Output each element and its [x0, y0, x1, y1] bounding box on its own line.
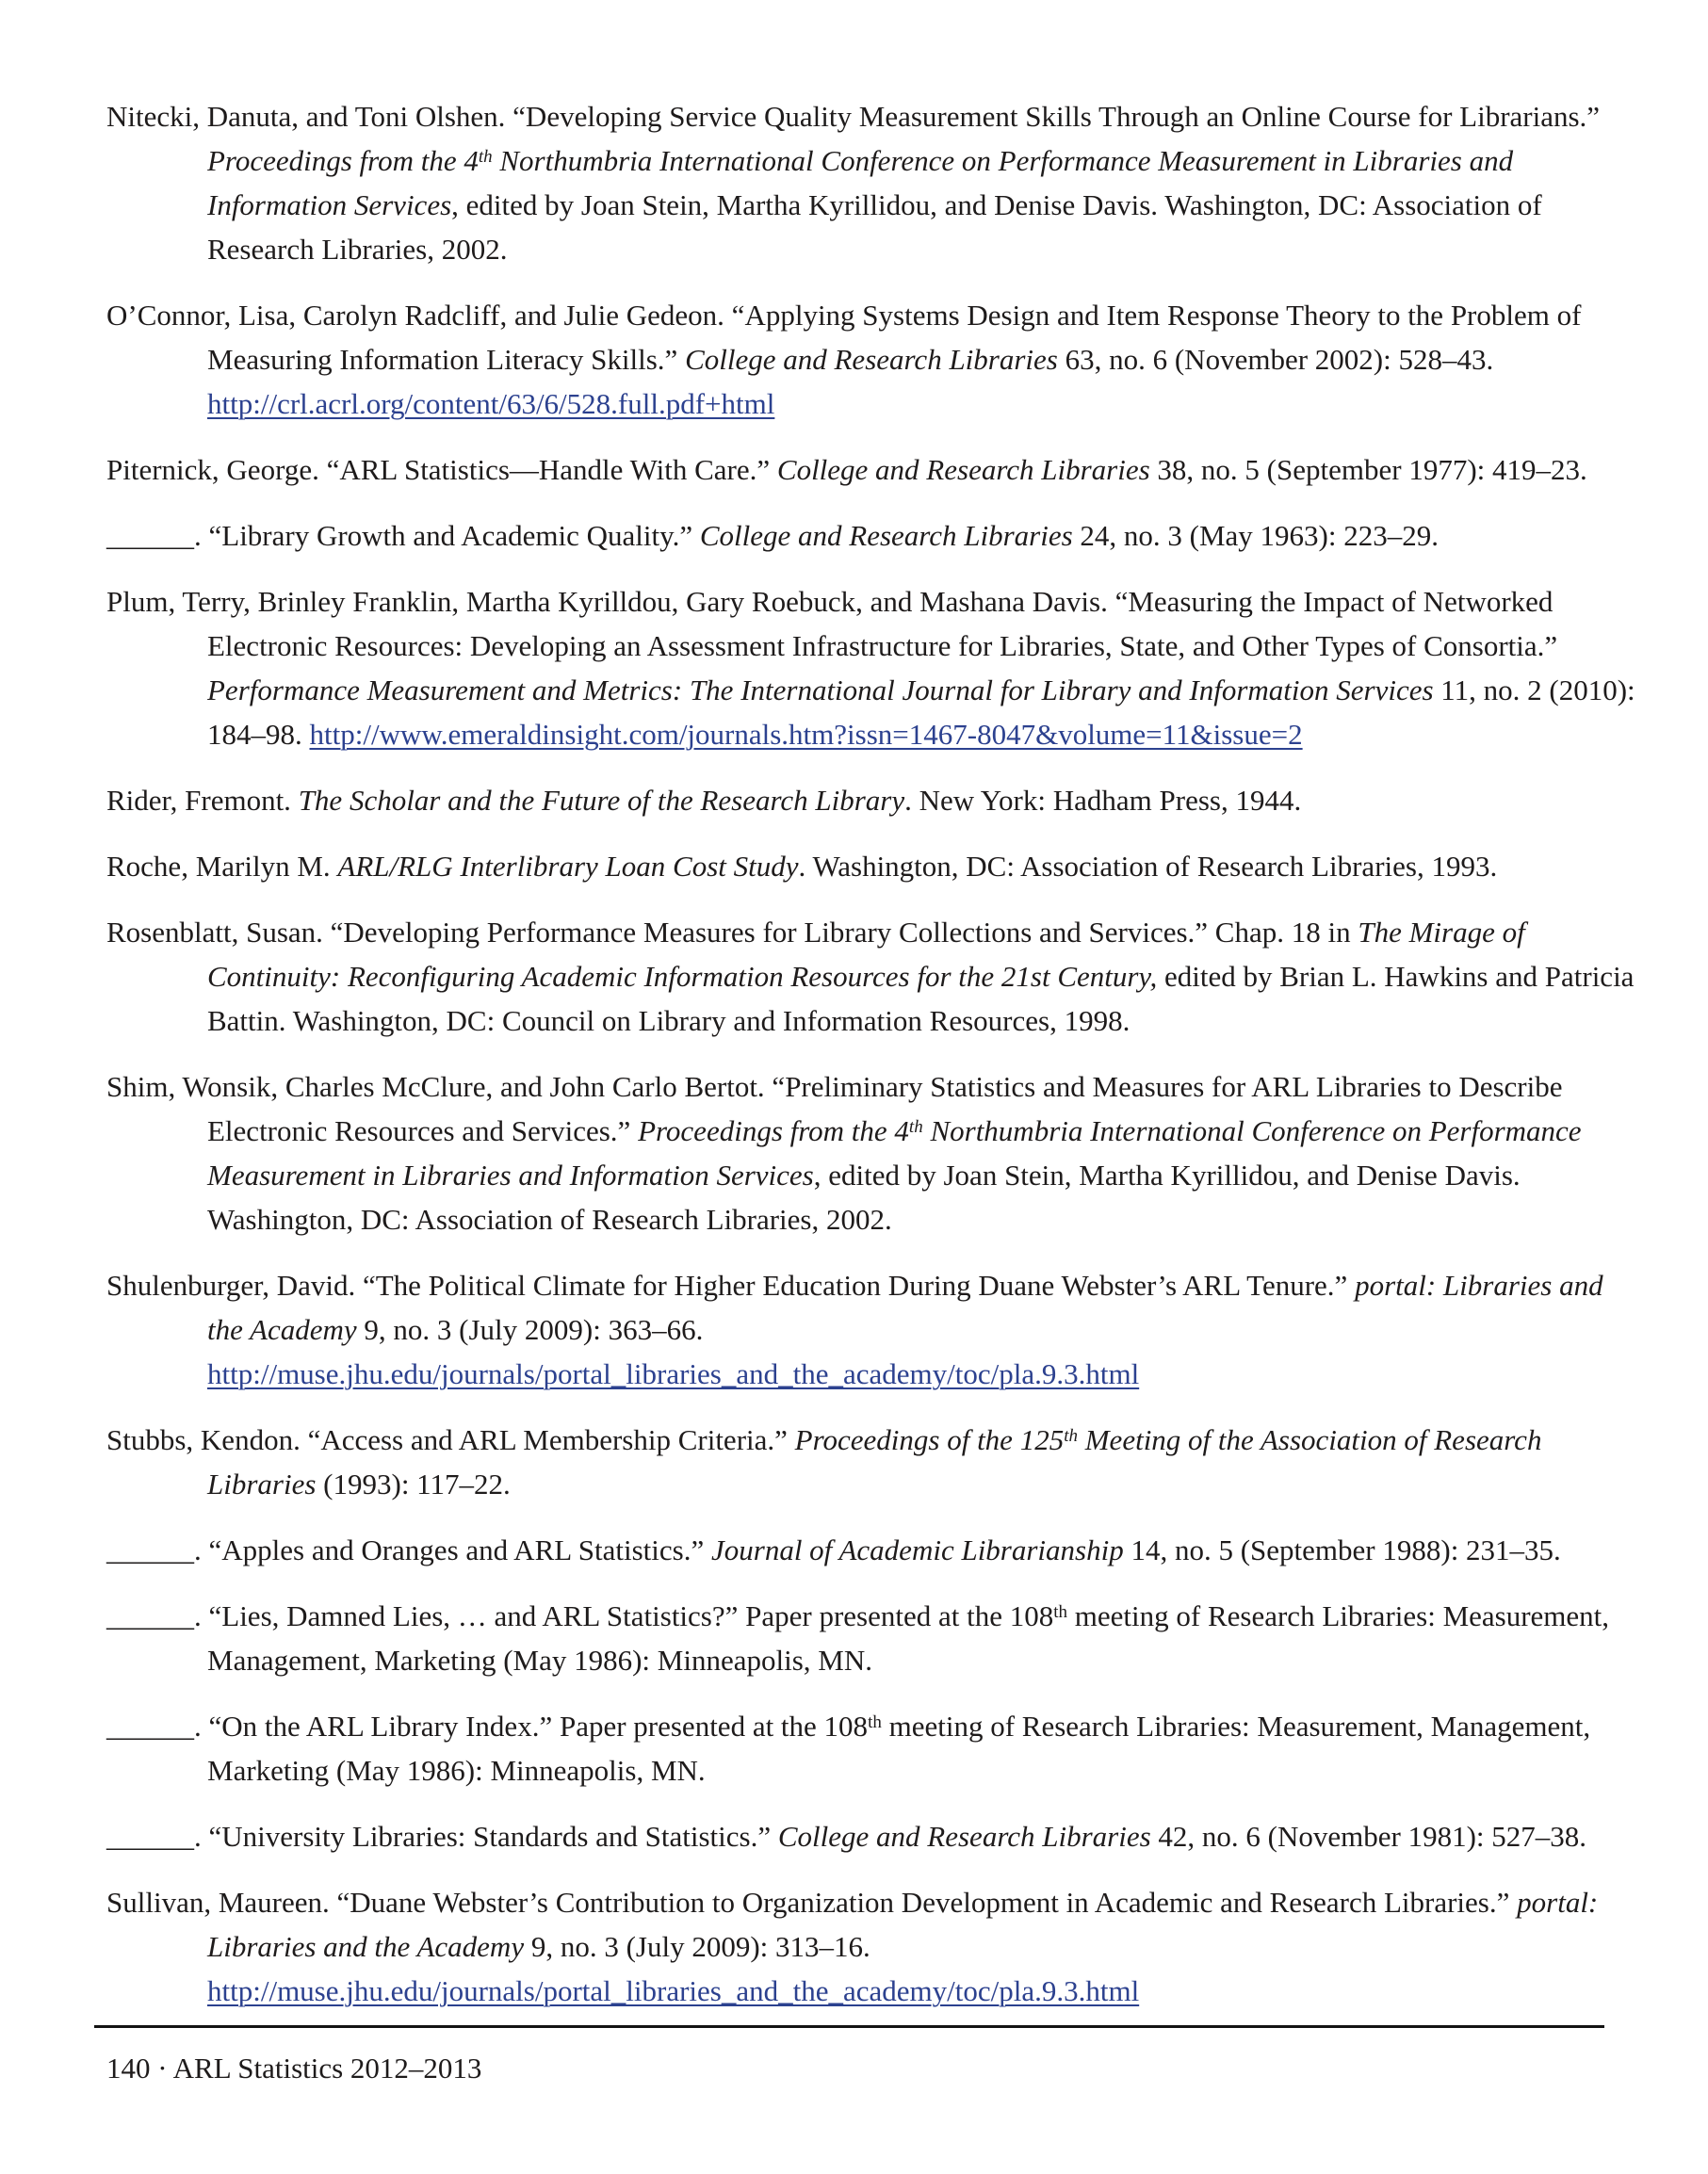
- citation-link[interactable]: http://www.emeraldinsight.com/journals.htm?issn=1467-8047&volume=11&issue=2: [309, 718, 1303, 751]
- bibliography-entry: [106, 1594, 1642, 1682]
- citation-text: ______. “Lies, Damned Lies, … and ARL Statistics?” Paper presented at the 108: [106, 1599, 1054, 1632]
- citation-text: 24, no. 3 (May 1963): 223–29.: [1072, 519, 1439, 552]
- bibliography-entry: [106, 513, 1642, 558]
- citation-text: (1993): 117–22.: [316, 1468, 511, 1501]
- citation-text: th: [868, 1712, 882, 1733]
- citation-text: Performance Measurement and Metrics: The International Journal for Library and Information Services: [207, 673, 1434, 706]
- citation-text: th: [478, 147, 493, 168]
- citation-text: The Scholar and the Future of the Research Library: [298, 784, 905, 817]
- bibliography-entry: [106, 1814, 1642, 1858]
- footer-divider: [94, 2025, 1604, 2028]
- citation-text: College and Research Libraries: [777, 1820, 1151, 1853]
- citation-text: Proceedings of the 125: [794, 1423, 1065, 1456]
- citation-text: 42, no. 6 (November 1981): 527–38.: [1150, 1820, 1587, 1853]
- page-number: 140: [106, 2052, 151, 2085]
- bibliography-entry: [106, 1880, 1642, 2013]
- bibliography-entry: [106, 94, 1642, 271]
- bibliography-entry: [106, 844, 1642, 888]
- citation-text: th: [1064, 1426, 1078, 1447]
- citation-text: ______. “University Libraries: Standards and Statistics.”: [106, 1820, 778, 1853]
- citation-text: Proceedings from the 4: [638, 1114, 909, 1147]
- footer-title: ARL Statistics 2012–2013: [172, 2052, 482, 2085]
- bibliography-list: [106, 94, 1642, 2013]
- citation-text: Meeting of the Association of Research Libraries: [207, 1423, 1542, 1501]
- citation-text: 38, no. 5 (September 1977): 419–23.: [1149, 453, 1587, 486]
- bibliography-entry: [106, 1528, 1642, 1572]
- citation-text: Rider, Fremont.: [106, 784, 299, 817]
- bibliography-entry: [106, 447, 1642, 492]
- citation-text: th: [908, 1117, 923, 1138]
- citation-text: meeting of Research Libraries: Measurement, Management, Marketing (May 1986): Minneapolis, MN.: [207, 1599, 1610, 1677]
- citation-text: Piternick, George. “ARL Statistics—Handle With Care.”: [106, 453, 777, 486]
- citation-text: Sullivan, Maureen. “Duane Webster’s Contribution to Organization Development in Academic and Research Libraries.”: [106, 1886, 1518, 1919]
- citation-text: Stubbs, Kendon. “Access and ARL Membership Criteria.”: [106, 1423, 795, 1456]
- citation-text: 14, no. 5 (September 1988): 231–35.: [1123, 1533, 1561, 1566]
- citation-text: Nitecki, Danuta, and Toni Olshen. “Developing Service Quality Measurement Skills Through an Online Course for Librarians.”: [106, 100, 1601, 133]
- citation-text: College and Research Libraries: [699, 519, 1073, 552]
- citation-text: 9, no. 3 (July 2009): 313–16.: [524, 1930, 870, 1963]
- citation-text: ______. “Library Growth and Academic Quality.”: [106, 519, 700, 552]
- citation-text: Rosenblatt, Susan. “Developing Performance Measures for Library Collections and Services.” Chap. 18 in: [106, 916, 1358, 949]
- citation-text: The Mirage of Continuity: Reconfiguring Academic Information Resources for the 21st Century,: [207, 916, 1525, 993]
- citation-text: College and Research Libraries: [685, 343, 1058, 376]
- citation-text: 11, no. 2 (2010): 184–98.: [207, 673, 1635, 751]
- citation-text: meeting of Research Libraries: Measurement, Management, Marketing (May 1986): Minneapolis, MN.: [207, 1710, 1591, 1787]
- bibliography-entry: [106, 1064, 1642, 1241]
- bibliography-entry: [106, 579, 1642, 756]
- citation-text: Northumbria International Conference on Performance Measurement in Libraries and Information Services: [207, 144, 1514, 221]
- citation-text: 63, no. 6 (November 2002): 528–43.: [1057, 343, 1494, 376]
- citation-text: ______. “On the ARL Library Index.” Paper presented at the 108: [106, 1710, 869, 1743]
- bibliography-entry: [106, 910, 1642, 1043]
- citation-text: Shim, Wonsik, Charles McClure, and John Carlo Bertot. “Preliminary Statistics and Measures for ARL Libraries to Describe Electronic Resources and Services.”: [106, 1070, 1563, 1147]
- bibliography-entry: [106, 1263, 1642, 1396]
- citation-text: , edited by Joan Stein, Martha Kyrillidou, and Denise Davis. Washington, DC: Association of Research Libraries, 2002.: [207, 188, 1542, 266]
- citation-text: Shulenburger, David. “The Political Climate for Higher Education During Duane Webster’s ARL Tenure.”: [106, 1269, 1356, 1302]
- citation-text: ______. “Apples and Oranges and ARL Statistics.”: [106, 1533, 711, 1566]
- citation-text: th: [1053, 1602, 1068, 1623]
- citation-text: College and Research Libraries: [776, 453, 1150, 486]
- citation-link[interactable]: http://crl.acrl.org/content/63/6/528.full.pdf+html: [207, 387, 775, 420]
- citation-link[interactable]: http://muse.jhu.edu/journals/portal_libraries_and_the_academy/toc/pla.9.3.html: [207, 1974, 1140, 2007]
- citation-text: Northumbria International Conference on Performance Measurement in Libraries and Information Services: [207, 1114, 1582, 1192]
- citation-text: ARL/RLG Interlibrary Loan Cost Study: [337, 850, 799, 883]
- citation-text: portal: Libraries and the Academy: [207, 1269, 1603, 1346]
- citation-text: portal: Libraries and the Academy: [207, 1886, 1599, 1963]
- citation-text: O’Connor, Lisa, Carolyn Radcliff, and Julie Gedeon. “Applying Systems Design and Item Response Theory to the Problem of Measuring Information Literacy Skills.”: [106, 299, 1582, 376]
- citation-text: . Washington, DC: Association of Research Libraries, 1993.: [798, 850, 1498, 883]
- bibliography-entry: [106, 1418, 1642, 1506]
- citation-text: Roche, Marilyn M.: [106, 850, 338, 883]
- bibliography-entry: [106, 1704, 1642, 1793]
- bibliography-entry: [106, 778, 1642, 822]
- citation-text: 9, no. 3 (July 2009): 363–66.: [356, 1313, 704, 1346]
- citation-text: , edited by Joan Stein, Martha Kyrillidou, and Denise Davis. Washington, DC: Association of Research Libraries, 2002.: [207, 1159, 1521, 1236]
- page-footer: [106, 2046, 481, 2090]
- citation-text: . New York: Hadham Press, 1944.: [904, 784, 1302, 817]
- citation-text: Journal of Academic Librarianship: [711, 1533, 1124, 1566]
- citation-text: Plum, Terry, Brinley Franklin, Martha Kyrilldou, Gary Roebuck, and Mashana Davis. “Measuring the Impact of Networked Electronic Resources: Developing an Assessment Infrastructure for Libraries, State, and Other Types of Consortia.”: [106, 585, 1558, 662]
- bibliography-entry: [106, 293, 1642, 426]
- citation-text: Proceedings from the 4: [207, 144, 479, 177]
- footer-separator: ·: [157, 2052, 168, 2085]
- citation-link[interactable]: http://muse.jhu.edu/journals/portal_libraries_and_the_academy/toc/pla.9.3.html: [207, 1357, 1140, 1390]
- citation-text: edited by Brian L. Hawkins and Patricia Battin. Washington, DC: Council on Library and Information Resources, 1998.: [207, 960, 1635, 1037]
